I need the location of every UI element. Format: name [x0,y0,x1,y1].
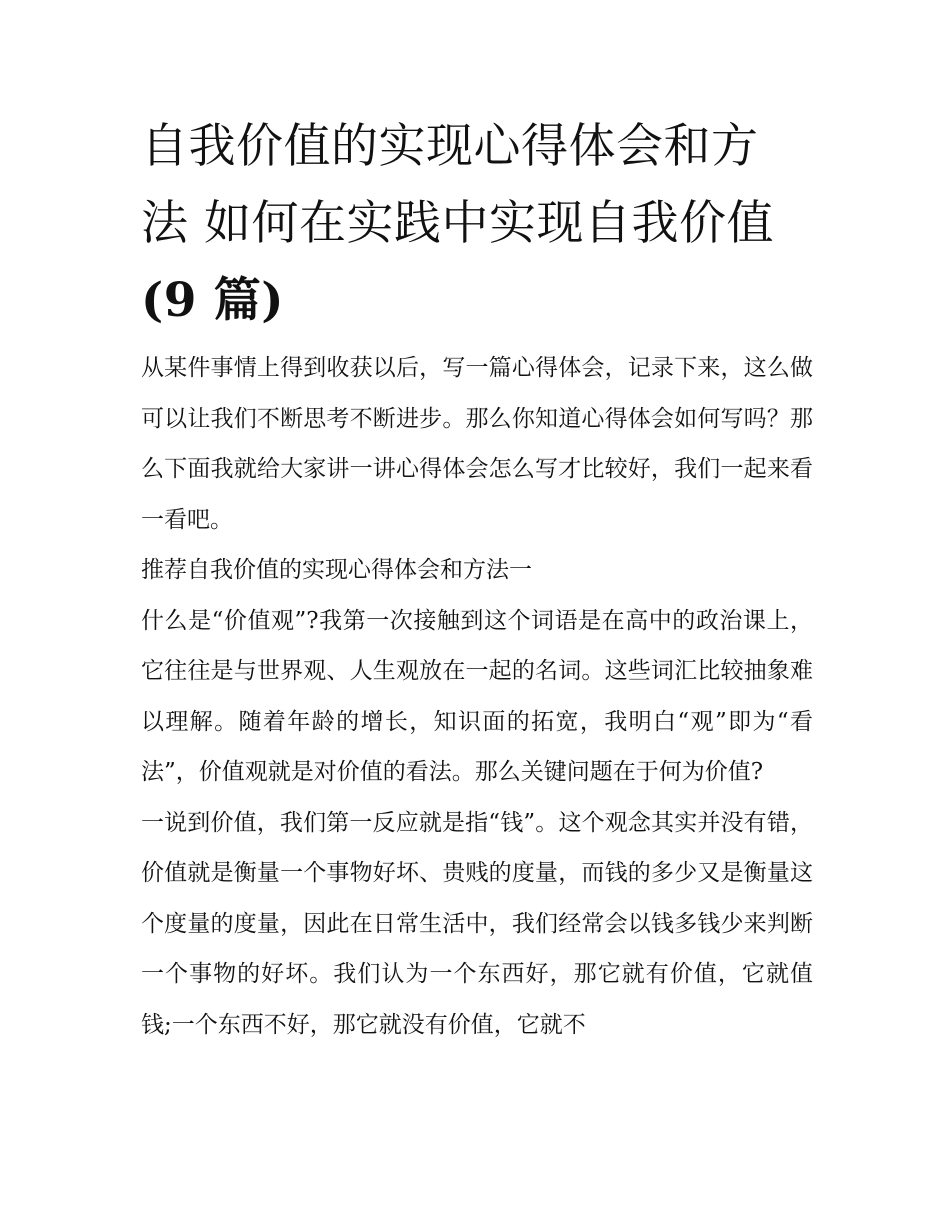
intro-paragraph: 从某件事情上得到收获以后，写一篇心得体会，记录下来，这么做可以让我们不断思考不断进步。那么你知道心得体会如何写吗？那么下面我就给大家讲一讲心得体会怎么写才比较好，我们一起来看一看吧。 [141,355,813,533]
document-body [141,108,813,1050]
title-line-3: (9 篇) [141,273,285,328]
body-paragraph-1: 什么是“价值观”?我第一次接触到这个词语是在高中的政治课上，它往往是与世界观、人生观放在一起的名词。这些词汇比较抽象难以理解。随着年龄的增长，知识面的拓宽，我明白“观”即为“看法”，价值观就是对价值的看法。那么关键问题在于何为价值? [141,607,813,785]
body-paragraph-2: 一说到价值，我们第一反应就是指“钱”。这个观念其实并没有错，价值就是衡量一个事物好坏、贵贱的度量，而钱的多少又是衡量这个度量的度量，因此在日常生活中，我们经常会以钱多钱少来判断一个事物的好坏。我们认为一个东西好，那它就有价值，它就值钱;一个东西不好，那它就没有价值，它就不 [141,809,813,1038]
title-line-2: 法 如何在实践中实现自我价值 [141,196,774,251]
document-title [141,108,813,339]
section-heading: 推荐自我价值的实现心得体会和方法一 [141,557,532,583]
title-line-1: 自我价值的实现心得体会和方 [141,119,759,174]
